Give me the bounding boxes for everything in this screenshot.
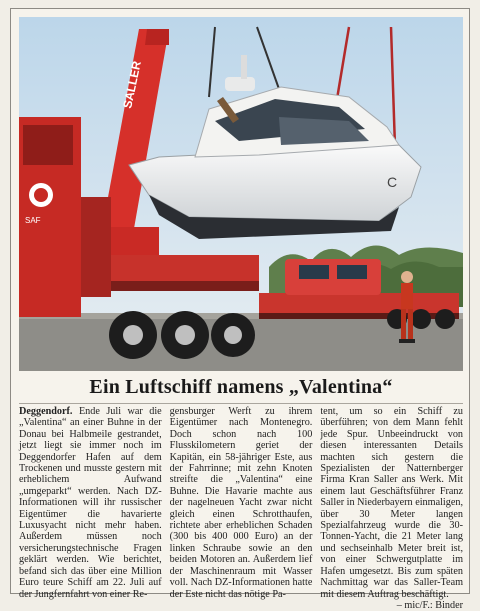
article-column-3 [320,406,464,611]
article-headline: Ein Luftschiff namens „Valentina“ [89,376,393,398]
crane-lettering: SALLER [120,59,144,110]
newspaper-clipping [10,8,470,611]
headline-divider [19,403,463,404]
news-photo-yacht-lifted-by-crane [19,17,463,371]
article-column-1 [19,406,162,600]
article-body [19,406,464,611]
article-column-1-text: Ende Juli war die „Valentina“ an einer Buhne in der Donau bei Halbmeile gestrandet, jetzt liegt sie immer noch im Deggendorfer Hafen auf dem Trockenen und musste gestern mit erheblichem Aufwand „umgeparkt“ werden. Nach DZ-Informationen will ihr russischer Eigentümer die havarierte Luxusyacht nicht mehr haben. Außerdem müssen noch versicherungstechnische Fragen geklärt werden. Wie berichtet, befand sich das über eine Million Euro teure Schiff am 22. Juli auf der Jungfernfahrt von einer Re- [19,406,162,600]
truck-lettering: SAF [25,216,41,225]
article-column-3-text: tent, um so ein Schiff zu überführen; von dem Mann fehlt jede Spur. Unbeeindruckt von diesen interessanten Details machten sich gestern die Spezialisten der Natternberger Firma Kran Saller ans Werk. Mit einem laut Geschäftsführer Franz Saller in Niederbayern einmaligen, über 30 Meter langen Spezialfahrzeug wurde die 30-Tonnen-Yacht, die 21 Meter lang und sechseinhalb Meter breit ist, von einer Schwergutplatte im Hafen umgesetzt. Bis zum späten Nachmittag war das Saller-Team mit diesem Auftrag beschäftigt. [320,406,464,600]
photo-illustration [19,17,463,371]
photo-credit: – mic/F.: Binder [396,599,464,611]
article-column-2 [169,406,313,600]
article-column-2-text: gensburger Werft zu ihrem Eigentümer nach Montenegro. Doch schon nach 100 Flusskilometern geriet der Kapitän, ein 58-jähriger Este, aus der Fahrrinne; mit zehn Knoten streifte die „Valentina“ eine Buhne. Die Havarie machte aus der nagelneuen Yacht zwar nicht gleich einen Schrotthaufen, richtete aber erheblichen Schaden (300 bis 400 000 Euro) an der linken Schraube sowie an den beiden Motoren an. Außerdem lief der Maschinenraum mit Wasser voll. Nach DZ-Informationen hatte der Este nicht das nötige Pa- [169,406,313,600]
svg-text:C: C [387,174,398,190]
dateline: Deggendorf. [19,406,73,417]
